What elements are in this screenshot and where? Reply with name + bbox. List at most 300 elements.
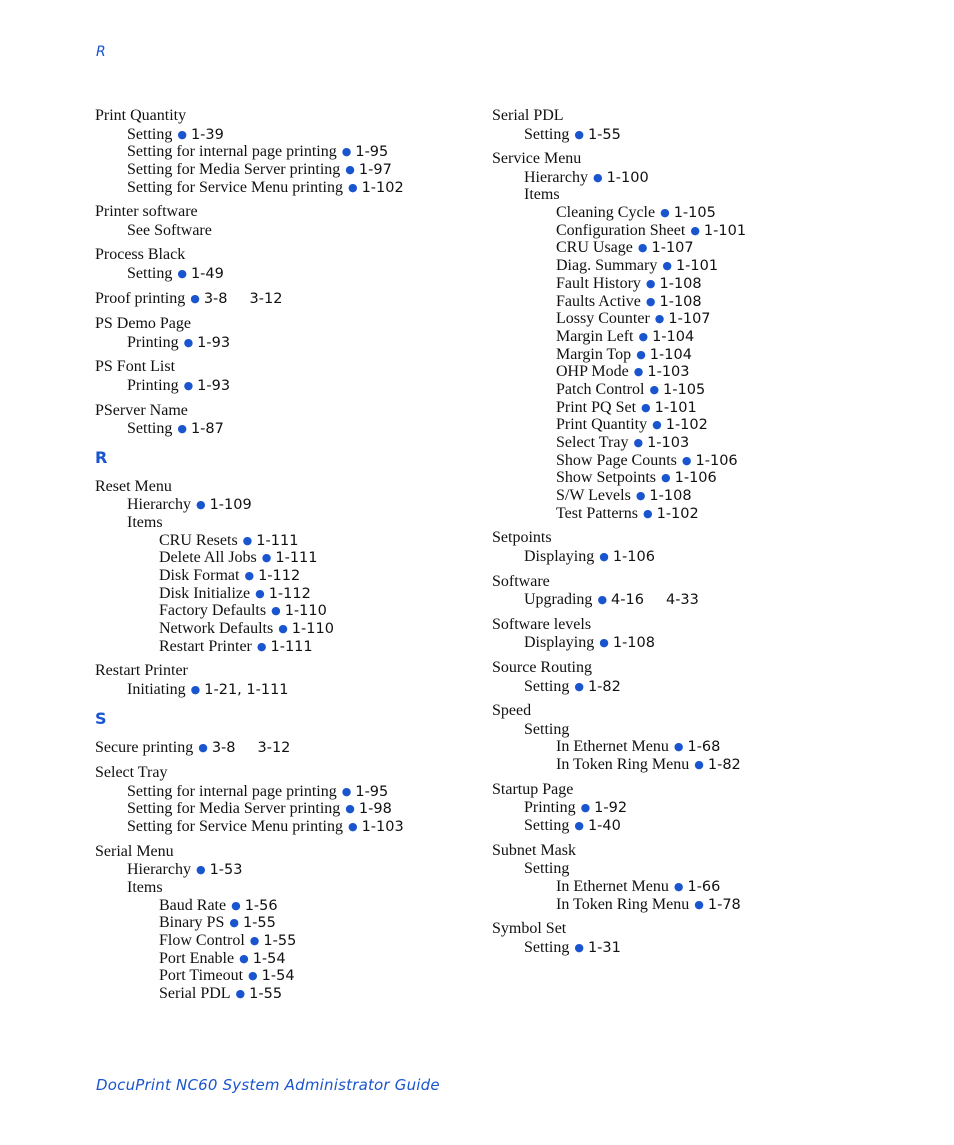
term-text: Setting for internal page printing — [127, 782, 337, 800]
term-text: Setting — [127, 125, 173, 143]
bullet-icon: ● — [341, 784, 352, 798]
page-reference[interactable]: 1-87 — [190, 421, 224, 437]
index-subterm — [95, 950, 475, 968]
index-entry-source-routing — [492, 658, 932, 695]
term-text: Port Timeout — [159, 967, 244, 985]
index-subterm — [95, 532, 475, 550]
index-subterm — [492, 275, 932, 293]
page-reference[interactable]: 1-110 — [291, 621, 334, 637]
term-text: Patch Control — [556, 380, 645, 398]
term-text: Serial PDL — [159, 984, 231, 1002]
term-text: Setting for Media Server printing — [127, 800, 341, 818]
running-head: R — [96, 44, 106, 60]
page-reference[interactable]: 1-111 — [270, 638, 313, 655]
index-subterm — [95, 514, 475, 532]
index-subterm — [95, 818, 475, 836]
bullet-icon: ● — [681, 453, 692, 467]
bullet-icon: ● — [690, 223, 700, 237]
index-column-right — [492, 106, 932, 962]
bullet-icon: ● — [662, 259, 672, 273]
term-text: Show Page Counts — [556, 451, 677, 469]
bullet-icon: ● — [599, 549, 609, 563]
index-subterm — [95, 783, 475, 801]
page-reference[interactable]: 1-104 — [649, 346, 692, 363]
bullet-icon: ● — [195, 498, 206, 512]
term-text: Printer software — [95, 203, 198, 221]
term-text: Setting — [524, 677, 570, 695]
term-text: Port Enable — [159, 949, 235, 967]
index-term — [95, 763, 475, 783]
page-reference[interactable]: 1-54 — [261, 968, 295, 985]
term-text: Serial PDL — [492, 107, 564, 124]
bullet-icon: ● — [635, 489, 646, 503]
term-text: Margin Top — [556, 345, 632, 363]
index-subterm — [95, 681, 475, 699]
index-term — [492, 106, 932, 126]
index-term — [95, 357, 475, 377]
term-text: Diag. Summary — [556, 257, 658, 275]
index-subterm — [95, 914, 475, 932]
index-subterm — [492, 817, 932, 835]
bullet-icon: ● — [599, 636, 609, 650]
page-reference[interactable]: 1-108 — [659, 275, 702, 292]
term-text: Setting for Media Server printing — [127, 160, 341, 178]
index-term — [95, 842, 475, 862]
term-text: Delete All Jobs — [159, 549, 257, 567]
index-subterm — [492, 452, 932, 470]
page-reference[interactable]: 1-108 — [659, 293, 702, 310]
index-term — [492, 919, 932, 939]
index-subterm — [492, 487, 932, 505]
term-text: Process Black — [95, 246, 186, 264]
page-reference[interactable]: 1-54 — [252, 950, 286, 967]
bullet-icon: ● — [574, 127, 584, 141]
term-text: Startup Page — [492, 780, 574, 798]
page-reference[interactable]: 1-111 — [256, 532, 299, 549]
term-text: PS Demo Page — [95, 315, 191, 333]
index-subterm — [492, 939, 932, 957]
page-reference[interactable]: 1-31 — [587, 939, 621, 956]
page-reference[interactable]: 1-49 — [190, 265, 224, 282]
term-text: Network Defaults — [159, 620, 274, 637]
bullet-icon: ● — [638, 329, 649, 343]
term-text: Hierarchy — [127, 861, 191, 879]
term-text: Source Routing — [492, 659, 592, 676]
term-text: In Token Ring Menu — [556, 895, 690, 913]
page-reference[interactable]: 1-106 — [674, 470, 717, 487]
bullet-icon: ● — [190, 291, 200, 305]
term-text: Setting — [127, 264, 173, 282]
bullet-icon: ● — [574, 818, 584, 832]
bullet-icon: ● — [597, 593, 608, 607]
page-reference[interactable]: 1-101 — [654, 399, 697, 416]
bullet-icon: ● — [574, 679, 584, 693]
bullet-icon: ● — [239, 951, 249, 965]
index-subterm — [492, 399, 932, 417]
bullet-icon: ● — [271, 604, 281, 618]
index-subterm — [492, 505, 932, 523]
page-reference[interactable]: 1-93 — [197, 334, 231, 351]
page-reference[interactable]: 1-102 — [361, 179, 404, 196]
page-reference[interactable]: 1-56 — [244, 897, 278, 914]
index-subterm — [95, 420, 475, 438]
term-text: S/W Levels — [556, 487, 631, 505]
bullet-icon: ● — [242, 533, 253, 547]
bullet-icon: ● — [256, 639, 267, 653]
term-text: Select Tray — [95, 764, 168, 782]
page-reference[interactable]: 1-40 — [587, 817, 621, 834]
index-subterm — [492, 293, 932, 311]
term-text: Faults Active — [556, 292, 641, 310]
page-reference[interactable]: 1-101 — [703, 222, 747, 239]
term-text: Setting — [524, 816, 570, 834]
page-reference[interactable]: 1-105 — [663, 381, 706, 398]
index-term — [492, 149, 932, 169]
term-text: See Software — [127, 221, 212, 239]
term-text: Configuration Sheet — [556, 221, 686, 239]
page-reference[interactable]: 1-106 — [612, 548, 655, 565]
bullet-icon: ● — [574, 940, 584, 954]
term-text: Secure printing — [95, 738, 194, 756]
index-subterm — [492, 738, 932, 756]
term-text: Disk Format — [159, 566, 240, 584]
term-text: Setting — [524, 125, 570, 143]
bullet-icon: ● — [177, 422, 187, 435]
index-entry-select-tray — [95, 763, 475, 836]
term-text: Test Patterns — [556, 504, 638, 522]
term-text: OHP Mode — [556, 363, 629, 381]
term-text: Cleaning Cycle — [556, 204, 656, 222]
term-text: Items — [524, 186, 560, 204]
term-text: PS Font List — [95, 358, 176, 376]
index-subterm — [492, 416, 932, 434]
page-reference[interactable]: 3-8 — [211, 739, 236, 756]
bullet-icon: ● — [580, 801, 591, 815]
page-reference[interactable]: 1-103 — [361, 818, 404, 835]
index-entry-proof-printing — [95, 289, 475, 309]
bullet-icon: ● — [592, 170, 603, 184]
index-subterm — [492, 222, 932, 240]
index-subterm — [95, 861, 475, 879]
page-reference[interactable]: 1-111 — [275, 550, 318, 567]
index-subterm — [492, 381, 932, 399]
bullet-icon: ● — [694, 758, 704, 772]
index-subterm — [492, 204, 932, 222]
page-reference[interactable]: 1-108 — [612, 635, 655, 652]
section-letter-s: S — [95, 708, 107, 728]
term-text: Symbol Set — [492, 920, 567, 938]
index-subterm — [95, 585, 475, 603]
index-subterm — [492, 799, 932, 817]
term-text: Fault History — [556, 274, 641, 292]
index-subterm — [492, 878, 932, 896]
bullet-icon: ● — [177, 127, 187, 141]
index-subterm — [95, 932, 475, 950]
index-subterm — [95, 985, 475, 1003]
page-reference[interactable]: 1-100 — [606, 169, 649, 186]
term-text: Printing — [127, 376, 179, 394]
index-subterm — [492, 310, 932, 328]
term-text: Displaying — [524, 634, 595, 652]
index-subterm — [492, 239, 932, 257]
term-text: In Ethernet Menu — [556, 877, 669, 895]
term-text: Proof printing — [95, 289, 186, 307]
page-reference[interactable]: 1-109 — [209, 497, 252, 514]
page-reference[interactable]: 1-92 — [594, 800, 628, 817]
index-term — [492, 701, 932, 721]
index-entry-symbol-set — [492, 919, 932, 956]
term-text: Setting — [524, 938, 570, 956]
bullet-icon: ● — [261, 551, 272, 565]
index-entry-setpoints — [492, 528, 932, 565]
index-subterm — [492, 591, 932, 609]
index-subterm — [492, 548, 932, 566]
term-text: Displaying — [524, 547, 595, 565]
page-reference[interactable]: 1-78 — [707, 896, 741, 913]
page-reference[interactable]: 1-82 — [587, 678, 621, 695]
index-entry-software — [492, 572, 932, 609]
page-reference[interactable]: 1-112 — [268, 585, 311, 602]
index-subterm — [492, 169, 932, 187]
index-subterm — [95, 879, 475, 897]
index-entry-serial-pdl — [492, 106, 932, 143]
term-text: CRU Resets — [159, 531, 238, 549]
term-text: Binary PS — [159, 914, 225, 932]
term-text: Upgrading — [524, 591, 593, 609]
page-reference[interactable]: 1-21, 1-111 — [204, 681, 289, 698]
bullet-icon: ● — [231, 898, 241, 912]
index-subterm — [492, 678, 932, 696]
index-term — [492, 572, 932, 592]
page-reference[interactable]: 1-82 — [707, 757, 741, 774]
term-text: Subnet Mask — [492, 841, 576, 859]
page-reference[interactable]: 1-95 — [355, 783, 389, 800]
index-term — [95, 477, 475, 497]
bullet-icon: ● — [347, 819, 358, 833]
term-text: PServer Name — [95, 401, 188, 419]
page-reference[interactable]: 1-102 — [665, 417, 708, 434]
term-text: Disk Initialize — [159, 584, 251, 602]
term-text: Show Setpoints — [556, 469, 657, 487]
term-text: Setting — [524, 720, 570, 738]
index-term — [95, 289, 475, 309]
term-text: Setting — [524, 860, 570, 878]
bullet-icon: ● — [673, 740, 684, 754]
page-reference[interactable]: 1-101 — [675, 258, 719, 275]
term-text: Factory Defaults — [159, 602, 267, 620]
bullet-icon: ● — [649, 382, 660, 396]
bullet-icon: ● — [278, 622, 288, 635]
index-subterm — [95, 897, 475, 915]
index-column-left — [95, 106, 475, 1009]
bullet-icon: ● — [183, 378, 194, 392]
term-text: Printing — [524, 799, 576, 817]
index-subterm — [95, 967, 475, 985]
index-term — [95, 245, 475, 265]
index-entry-secure-printing — [95, 738, 475, 758]
bullet-icon: ● — [229, 916, 239, 930]
index-subterm — [95, 638, 475, 656]
term-text: In Token Ring Menu — [556, 756, 690, 774]
page-reference[interactable]: 1-105 — [673, 205, 716, 222]
index-term — [95, 738, 475, 758]
bullet-icon: ● — [177, 266, 187, 280]
term-text: Initiating — [127, 680, 186, 698]
bullet-icon: ● — [195, 863, 206, 877]
index-subterm — [492, 469, 932, 487]
page-reference[interactable]: 1-55 — [242, 915, 276, 932]
bullet-icon: ● — [660, 206, 670, 220]
index-term — [492, 780, 932, 800]
index-subterm — [492, 328, 932, 346]
bullet-icon: ● — [244, 568, 255, 582]
index-subterm — [95, 620, 475, 638]
term-text: Margin Left — [556, 327, 634, 345]
index-subterm — [492, 257, 932, 275]
index-term — [492, 658, 932, 678]
bullet-icon: ● — [637, 241, 648, 255]
page-reference[interactable]: 1-108 — [649, 488, 692, 505]
bullet-icon: ● — [633, 365, 644, 379]
page-reference[interactable]: 1-97 — [358, 161, 392, 178]
index-subterm — [95, 161, 475, 179]
index-entry-speed — [492, 701, 932, 774]
index-entry-ps-demo-page — [95, 314, 475, 351]
bullet-icon: ● — [645, 294, 656, 308]
term-text: Print Quantity — [556, 416, 648, 434]
bullet-icon: ● — [341, 145, 352, 159]
index-entry-reset-menu — [95, 477, 475, 656]
term-text: Service Menu — [492, 150, 582, 168]
term-text: Setting for internal page printing — [127, 143, 337, 161]
page-reference[interactable]: 3-12 — [257, 739, 291, 756]
index-entry-print-quantity — [95, 106, 475, 196]
term-text: Restart Printer — [159, 637, 252, 655]
index-entry-printer-software — [95, 202, 475, 239]
footer-title: DocuPrint NC60 System Administrator Guide — [96, 1076, 440, 1094]
index-entry-process-black — [95, 245, 475, 282]
page-reference[interactable]: 1-107 — [668, 311, 711, 328]
index-subterm — [492, 346, 932, 364]
index-term — [95, 202, 475, 222]
page-reference[interactable]: 1-102 — [656, 505, 699, 522]
page-reference[interactable]: 1-103 — [647, 435, 690, 451]
section-letter-r: R — [95, 447, 108, 467]
term-text: Reset Menu — [95, 477, 172, 495]
term-text: Items — [127, 513, 163, 531]
page-reference[interactable]: 1-66 — [687, 878, 721, 895]
index-subterm — [492, 186, 932, 204]
index-entry-pserver-name — [95, 401, 475, 438]
index-subterm — [95, 567, 475, 585]
index-subterm — [95, 549, 475, 567]
page-reference[interactable]: 1-106 — [695, 452, 738, 469]
bullet-icon: ● — [645, 276, 656, 290]
index-subterm — [492, 363, 932, 381]
term-text: Speed — [492, 702, 532, 720]
page-reference[interactable]: 3-8 — [203, 290, 228, 307]
page-reference[interactable]: 1-103 — [647, 364, 690, 381]
page-reference[interactable]: 1-53 — [209, 862, 243, 879]
index-subterm — [95, 126, 475, 144]
bullet-icon: ● — [345, 162, 355, 176]
bullet-icon: ● — [347, 180, 358, 194]
page-reference[interactable]: 1-110 — [284, 603, 327, 620]
bullet-icon: ● — [190, 682, 201, 696]
index-entry-startup-page — [492, 780, 932, 835]
index-entry-service-menu — [492, 149, 932, 522]
bullet-icon: ● — [345, 802, 355, 816]
page-reference[interactable]: 1-104 — [652, 328, 695, 345]
index-subterm — [95, 222, 475, 240]
bullet-icon: ● — [248, 969, 258, 983]
index-subterm — [492, 860, 932, 878]
bullet-icon: ● — [654, 312, 665, 326]
bullet-icon: ● — [255, 586, 265, 600]
index-subterm — [95, 143, 475, 161]
page-reference[interactable]: 1-55 — [263, 932, 297, 949]
index-term — [95, 314, 475, 334]
term-text: Restart Printer — [95, 662, 188, 680]
index-term — [492, 528, 932, 548]
term-text: Items — [127, 878, 163, 896]
index-subterm — [95, 179, 475, 197]
bullet-icon: ● — [183, 335, 194, 349]
page-reference[interactable]: 1-98 — [358, 801, 392, 818]
term-text: Hierarchy — [524, 168, 588, 186]
index-subterm — [95, 334, 475, 352]
term-text: Software — [492, 572, 550, 590]
page-reference[interactable]: 3-12 — [249, 290, 283, 307]
bullet-icon: ● — [198, 740, 208, 754]
page-reference[interactable]: 1-95 — [355, 144, 389, 161]
bullet-icon: ● — [636, 347, 646, 361]
index-term — [95, 401, 475, 421]
bullet-icon: ● — [694, 897, 704, 911]
bullet-icon: ● — [661, 471, 671, 485]
page-reference[interactable]: 1-93 — [197, 377, 231, 394]
page-reference[interactable]: 1-68 — [687, 739, 721, 756]
page-reference[interactable]: 1-107 — [651, 240, 694, 257]
index-subterm — [492, 434, 932, 452]
index-term — [492, 615, 932, 635]
bullet-icon: ● — [642, 506, 653, 520]
index-subterm — [95, 602, 475, 620]
index-term — [492, 841, 932, 861]
page-reference[interactable]: 1-112 — [258, 567, 301, 584]
term-text: Flow Control — [159, 931, 245, 949]
index-entry-ps-font-list — [95, 357, 475, 394]
index-subterm — [492, 896, 932, 914]
page-reference[interactable]: 4-33 — [665, 592, 699, 609]
term-text: Select Tray — [556, 434, 629, 451]
page-reference[interactable]: 1-55 — [249, 985, 283, 1002]
index-term — [95, 106, 475, 126]
index-subterm — [95, 496, 475, 514]
index-entry-software-levels — [492, 615, 932, 652]
page-reference[interactable]: 1-55 — [587, 126, 621, 143]
term-text: Setting for Service Menu printing — [127, 817, 343, 835]
index-subterm — [95, 377, 475, 395]
term-text: Hierarchy — [127, 496, 191, 514]
index-entry-restart-printer — [95, 661, 475, 698]
term-text: Printing — [127, 333, 179, 351]
index-subterm — [95, 800, 475, 818]
page-reference[interactable]: 4-16 — [611, 592, 644, 609]
term-text: Software levels — [492, 615, 592, 633]
page-reference[interactable]: 1-39 — [190, 126, 224, 143]
bullet-icon: ● — [641, 400, 651, 414]
